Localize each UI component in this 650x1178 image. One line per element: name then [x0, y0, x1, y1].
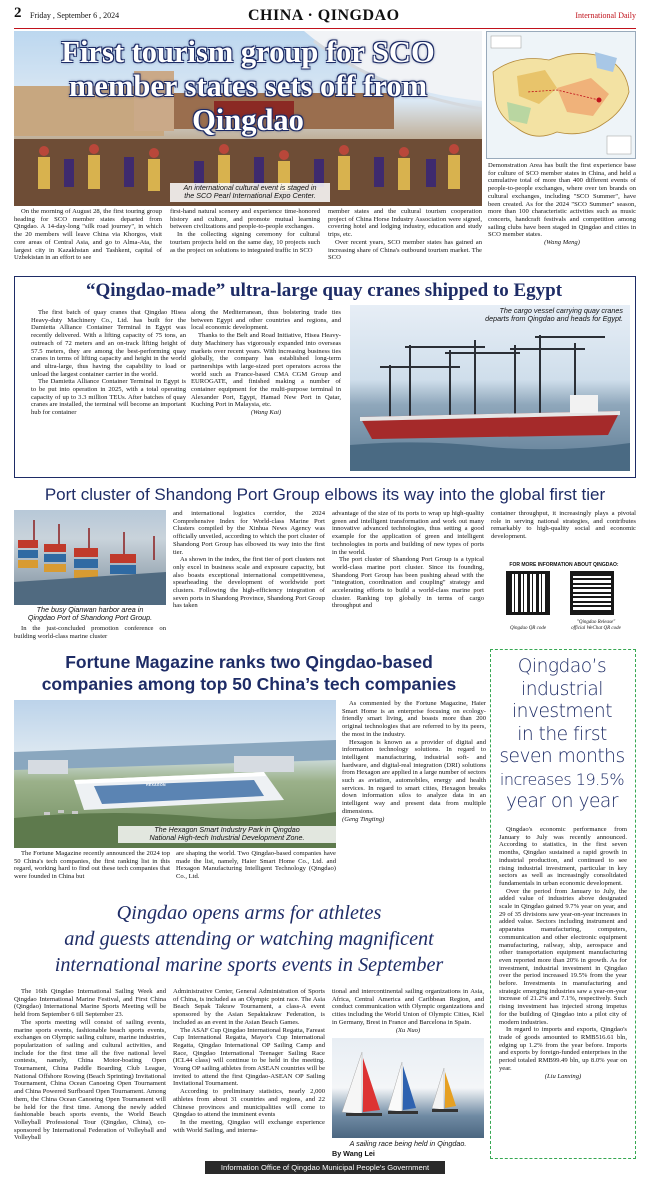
section-title: CHINA · QINGDAO [248, 7, 400, 24]
story4-headline [14, 651, 484, 695]
page-header [14, 5, 636, 29]
story4-headline-line1: Fortune Magazine ranks two Qingdao-based [65, 652, 433, 672]
story4-col1 [14, 850, 170, 892]
story5-body [499, 826, 627, 1156]
sailing-race-photo [332, 1038, 484, 1138]
story4-photo-caption [118, 826, 336, 843]
issue-date: Friday , September 6 , 2024 [30, 11, 120, 20]
qr-left-label: Qingdao QR code [509, 626, 547, 631]
story3-col3b-text: The port cluster of Shandong Port Group is a typical world-class marine port cluster. Since its founding, Shandong Port Group has been pushing ahead with the "integration, coordination and coupling" strategy and accelerating efforts to build a world-class marine port cluster. Ranking top globally in terms of cargo throughput and [332, 556, 484, 610]
story5-headline-line4: in the first [517, 723, 607, 745]
story5-headline-line6: increases 19.5% [499, 769, 625, 789]
story1-col3-text: member states and the cultural tourism cooperation project of China Horse Industry Association were signed, covering hotel and lodging industry, education and study trips, etc. [328, 208, 482, 239]
story6-col1b-text: The sports meeting will consist of sailing events, marine sports events, fashionable beach sports events, exchanges on Olympic sailing culture, marine industries, popularization of sailing and cultural activities, and include for the first time all the five national level contests, namely, China Motor-boating Open Tournament, China Paddle Boarding Club League, National Offshore Rowing (Beach Sprinting) Invitational Tournament, China Ocean Canoeing Open Tournament and China Powered Surfboard Open Tournament. Among them, the China Ocean Canoeing Open Tournament will be held for the first time. Among the newly added fashionable beach sports events, the World Beach Volleyball Professional Tour (Qingdao, China), co-sponsored by International Federation of Volleyball and Volleyball [14, 1018, 166, 1142]
story5-byline: (Liu Lanxing) [544, 1072, 582, 1080]
story4-caption-line1: The Hexagon Smart Industry Park in Qingdao [154, 825, 300, 834]
story2-col1 [31, 309, 186, 469]
story1-col4-text: Demonstration Area has built the first experience base for culture of SCO member states in China, and held a cumulative total of more than 400 different events of people-to-people exchanges, where over ten brands on cultural exchanges, including "SCO Summer", have been created. As for the 2024 "SCO Summer" season, more than 100 characteristic activities such as music concerts, handcraft festivals and competition among sailing clubs have been staged in Qingdao and cities in SCO member states. [488, 162, 636, 239]
story5-headline-line2: industrial [521, 678, 603, 700]
story1-col1-text: On the morning of August 28, the first touring group heading for SCO member states departed from Qingdao. A 14-day-long "silk road journey", in which the 20 members will leave China via Khorgos, visit core areas of Central Asia, and go to Alma-Ata, the largest city in Kazakhstan and Tashkent, capital of Uzbekistan in an effort to see [14, 208, 162, 262]
publication-name: International Daily [575, 11, 636, 20]
story5-p1: Qingdao's economic performance from January to July was recently announced. According to statistics, in the first seven months, Qingdao sustained a rapid growth in industrial production, and continued to see rising industrial investment, particular in key sectors as well as increasingly consolidated fundamentals in urban economic development. [499, 826, 627, 887]
cargo-vessel-photo [350, 305, 630, 471]
story3-photo-caption [14, 606, 166, 623]
qr-title: FOR MORE INFORMATION ABOUT QINGDAO: [509, 562, 619, 568]
story6-col2d-text: In the meeting, Qingdao will exchange experience with World Sailing, and interna- [173, 1118, 325, 1134]
story3-caption-line2: Qingdao Port of Shandong Port Group. [27, 613, 153, 623]
story3-col1-text: In the just-concluded promotion conference on building world-class marine cluster [14, 625, 166, 640]
story1-photo-caption [170, 183, 330, 202]
story2-caption-line2: departs from Qingdao and heads for Egypt. [485, 314, 623, 324]
story1-col3 [328, 208, 482, 268]
story3-caption-line1: The busy Qianwan harbor area in [36, 605, 144, 614]
story6-headline-line2: and guests attending or watching magnificent [64, 928, 434, 950]
story2-col2b-text: Thanks to the Belt and Road Initiative, Hisea Heavy-duty Machinery has vigorously expanded into overseas markets over recent years. With increasing business ties globally, the company has established long-term partnerships with large-sized port operators across the world such as France-based CMA CGM Group and EUROGATE, and finished making a number of container equipment for the multi-purpose terminal in Alexander Port, Egypt, Hamad New Port in Qatar, Kuching Port in Malaysia, etc. [191, 332, 341, 409]
harbor-photo [14, 510, 166, 605]
story1-col2 [170, 208, 320, 268]
story4-col3b-text: Hexagon is known as a provider of digital and information technology solutions. In regard to intelligent manufacturing, industrial soft- and hardware, and digital-real integration (DRI) solutions from Hexagon are applied in a large number of sectors such as aviation, automobiles, energy and health services. In regard to smart cities, Hexagon breaks down information silos to analyze data in an intelligent way and present data from multiple dimensions. [342, 738, 486, 815]
story6-photo-caption: A sailing race being held in Qingdao. [349, 1139, 467, 1148]
story2-col2 [191, 309, 341, 474]
story6-col3 [332, 988, 484, 1036]
story3-col4 [491, 510, 636, 540]
qr-code-left[interactable] [506, 571, 550, 615]
story2-col2-text: along the Mediterranean, thus bolstering trade ties between Egypt and other countries and regions, and local economic development. [191, 309, 341, 332]
story5-p3: In regard to imports and exports, Qingdao's trade of goods amounted to RMB516.61 bln, edging up 1.2% from the year before. Imports and exports by foreign-funded enterprises in the period totaled RMB99.49 bln, up 8.0% year on year. [499, 1026, 627, 1072]
story6-col1-text: The 16th Qingdao International Sailing Week and Qingdao International Marine Festival, and First China (Qingdao) International Marine Sports Meeting will be held from September 6 till September 23. [14, 988, 166, 1019]
story6-col3-text: tional and intercontinental sailing organizations in Asia, Africa, Central America and Caribbean Region, and conduct communication with Olympic organizations and cities including the World Union of Olympic Cities, Kiel in Germany, Brest in France and Barcelona in Spain. [332, 988, 484, 1026]
page-footer [205, 1161, 445, 1174]
qr-right-label-line2: official WeChat QR code [571, 626, 621, 631]
story5-headline-line7: year on year [506, 791, 618, 812]
qr-block [498, 562, 630, 646]
story6-photo-credit: By Wang Lei [332, 1149, 375, 1158]
hexagon-sign: HEXAGON [146, 783, 166, 787]
story4-col1-text: The Fortune Magazine recently announced the 2024 top 50 China's tech companies, the first ranking list in this regard, working hard to find out these tech companies that were founded in China but [14, 850, 170, 881]
story5-headline-line1: Qingdao’s [517, 656, 607, 677]
story6-byline: (Xu Nuo) [395, 1026, 421, 1034]
qr-right-label-line1: "Qingdao Release" [576, 620, 616, 625]
story2-col1b-text: The Damietta Alliance Container Terminal in Egypt is to be put into operation in 2025, with a total operating capacity of up to 3.3 million TEUs. After batches of quay cranes are installed, the terminal will become an important hub for container [31, 378, 186, 417]
story1-headline [14, 35, 482, 137]
story1-col2b-text: In the collecting signing ceremony for cultural tourism projects held on the same day, 10 projects such as the project on solutions to integrated traffic in SCO [170, 231, 320, 254]
story5-headline-line3: investment [512, 701, 612, 722]
story6-col2 [173, 988, 325, 1160]
footer-text: Information Office of Qingdao Municipal People's Government [220, 1163, 430, 1172]
story1-caption-line2: the SCO Pearl International Expo Center. [184, 191, 316, 201]
story1-col4 [488, 162, 636, 268]
story3-col2-text: and international logistics corridor, the 2024 Comprehensive Index for World-class Marine Port Clusters compiled by the Xinhua News Agency was officially unveiled, according to which the port cluster of Shandong Port Group has elbowed its way into the first tier. [173, 510, 325, 556]
story4-caption-line2: National High-tech Industrial Development Zone. [149, 833, 305, 843]
story1-headline-line1: First tourism group for SCO [61, 35, 435, 69]
story1-byline: (Wang Meng) [544, 239, 580, 247]
story6-col2b-text: The ASAF Cup Qingdao International Regatta, Fareast Cup International Regatta, Mayor's Cup International Regatta, Qingdao International OP Sailing Camp and Race, Qingdao International Teenager Sailing Race (ICL44 class) will continue to be held in the meeting. Young OP sailing athletes from ASEAN countries will be invited to attend the first Qingdao-ASEAN OP Sailing Invitational Tournament. [173, 1026, 325, 1088]
story3-col1 [14, 625, 166, 645]
story4-col3 [342, 700, 486, 890]
story1-col3b-text: Over recent years, SCO member states has gained an increasing share of China's outbound tourism market. The SCO [328, 238, 482, 262]
story3-col3-text: advantage of the size of its ports to wrap up high-quality green and intelligent transformation and work out many innovative advanced technologies, thus setting a good example for the application of green and intelligent technologies in ports and building of new types of ports in the world. [332, 510, 484, 556]
story1-col1 [14, 208, 162, 268]
story4-col2 [176, 850, 336, 892]
story6-col2c-text: According to preliminary statistics, nearly 2,000 athletes from about 31 countries and regions, and 22 Chinese provinces and municipalities will come to Qingdao to attend the imminent events [173, 1088, 325, 1119]
story5-p2: Over the period from January to July, the added value of industries above designated scale in Qingdao gained 9.7% year on year, and 29 of 35 divisions saw year-on-year increases in added value. Sectors including instrument and apparatus manufacturing, computers, communication and other electronic equipment manufacturing, railway, ship, aerospace and other transportation equipment manufacturing even reported more than 20% in growth. As for investment, industrial investment in Qingdao over the period increased 19.5% from the year before. Investments in manufacturing and strategic emerging industries saw a year-on-year increase of 21.2% and 7.1%, respectively. Such rising investment has injected strong impetus for the building of Qingdao into a pilot city of modern industries. [499, 887, 627, 1026]
story4-byline: (Geng Tingting) [342, 815, 385, 823]
story5-headline-line5: seven months [499, 746, 625, 767]
story3-col2b-text: As shown in the index, the first tier of port clusters not only excel in business scale and exposure capacity, but also boasts exceptional international competitiveness, spearheading the development of worldwide port clusters. Following the high-efficiency integration of seven ports in Shandong Province, Shandong Port Group has taken [173, 556, 325, 610]
qr-code-right[interactable] [570, 571, 614, 615]
story2-caption-line1: The cargo vessel carrying quay cranes [499, 306, 623, 315]
story3-headline: Port cluster of Shandong Port Group elbows its way into the global first tier [44, 485, 606, 504]
story6-headline [14, 900, 484, 978]
sco-map [486, 31, 636, 159]
story4-headline-line2: companies among top 50 China’s tech companies [41, 674, 457, 694]
story4-col2-text: are shaping the world. Two Qingdao-based companies have made the list, namely, Haier Smart Home Co., Ltd. and Hexagon Manufacturing Intelligent Technology (Qingdao) Co., Ltd. [176, 850, 336, 881]
story1-headline-line2: member states sets off from Qingdao [69, 69, 427, 137]
story2-photo-caption [413, 307, 623, 324]
story6-col2-text: Administrative Center, General Administration of Sports of China, is included as an Olympic point race. The Asia Beach Sepak Takraw Tournament, a class-A event sponsored by the Asian Sepaktakraw Federation, is included as an event in the Asian Beach Games. [173, 988, 325, 1026]
page-number: 2 [14, 5, 22, 21]
story1-col2-text: first-hand natural scenery and experience time-honored history and culture, and promote mutual learning between civilizations and people-to-people exchanges. [170, 208, 320, 231]
story2-box [14, 276, 636, 478]
story2-byline: (Wang Kai) [250, 409, 282, 417]
story3-col3 [332, 510, 484, 645]
story2-headline: “Qingdao-made” ultra-large quay cranes shipped to Egypt [85, 280, 563, 301]
story1-caption-line1: An international cultural event is staged in [183, 183, 317, 192]
story3-col2 [173, 510, 325, 645]
story6-headline-line3: international marine sports events in September [54, 954, 444, 976]
story5-box [490, 649, 636, 1159]
story5-headline [491, 656, 633, 814]
story6-headline-line1: Qingdao opens arms for athletes [116, 902, 382, 924]
story4-col3-text: As commented by the Fortune Magazine, Haier Smart Home is an enterprise focusing on ecology-friendly smart living, and boasts more than 200 original technologies that are referred to by its peers, the most in the industry. [342, 700, 486, 738]
qr-right-label [562, 620, 630, 632]
story2-col1-text: The first batch of quay cranes that Qingdao Hisea Heavy-duty Machinery Co., Ltd. has built for the Damietta Alliance Container Terminal in Egypt was recently delivered. With a lifting capacity of 75 tons, an outreach of 72 meters and an on-track lifting height of 57.5 meters, they are among the best-performing quay cranes in terms of lifting capacity and height in the world and ultra-large, thus having the capability to load or unload the largest container carrier in the world. [31, 309, 186, 378]
story3-col4-text: container throughput, it increasingly plays a pivotal role in serving national strategies, and contributes remarkably to high-quality social and economic development. [491, 510, 636, 540]
story6-col1 [14, 988, 166, 1160]
